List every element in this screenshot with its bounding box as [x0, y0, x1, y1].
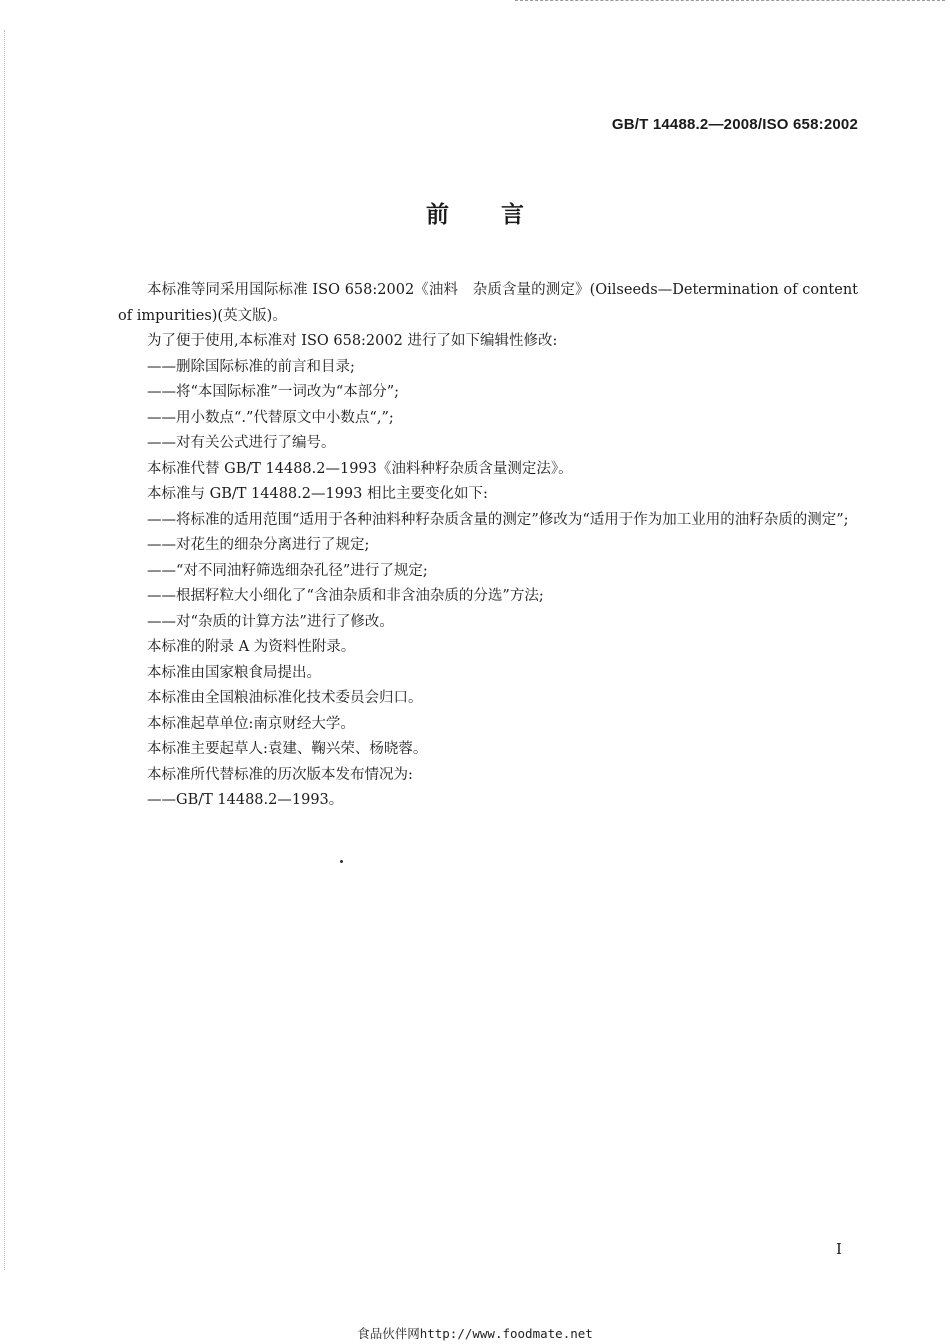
paragraph-replaces: 本标准代替 GB/T 14488.2—1993《油料种籽杂质含量测定法》。: [147, 460, 573, 477]
list-item: ——用小数点“.”代替原文中小数点“,”;: [147, 409, 394, 426]
list-item: ——根据籽粒大小细化了“含油杂质和非含油杂质的分选”方法;: [147, 588, 544, 604]
list-item: ——GB/T 14488.2—1993。: [147, 792, 344, 808]
paragraph-editorial-intro: 为了便于使用,本标准对 ISO 658:2002 进行了如下编辑性修改:: [147, 333, 558, 349]
paragraph-centralized-by: 本标准由全国粮油标准化技术委员会归口。: [147, 690, 423, 706]
list-item: ——将“本国际标准”一词改为“本部分”;: [147, 384, 400, 400]
scan-speck: [340, 860, 343, 863]
list-item: ——对“杂质的计算方法”进行了修改。: [147, 613, 394, 630]
page-number: I: [836, 1240, 842, 1258]
standard-code: GB/T 14488.2—2008/ISO 658:2002: [611, 116, 858, 133]
paragraph-adoption: 本标准等同采用国际标准 ISO 658:2002《油料 杂质含量的测定》(Oilseeds—Determination of content of impurities)(英文版)。: [118, 282, 858, 324]
list-item: ——对花生的细杂分离进行了规定;: [147, 537, 370, 553]
paragraph-drafting-unit: 本标准起草单位:南京财经大学。: [147, 715, 355, 732]
list-item: ——将标准的适用范围“适用于各种油料种籽杂质含量的测定”修改为“适用于作为加工业用的油籽杂质的测定”;: [147, 511, 849, 528]
list-item: ——删除国际标准的前言和目录;: [147, 358, 355, 375]
paragraph-changes-intro: 本标准与 GB/T 14488.2—1993 相比主要变化如下:: [147, 486, 488, 502]
paragraph-proposed-by: 本标准由国家粮食局提出。: [147, 664, 321, 681]
list-item: ——“对不同油籽筛选细杂孔径”进行了规定;: [147, 562, 428, 579]
footer-watermark: 食品伙伴网http://www.foodmate.net: [357, 1326, 593, 1341]
scan-edge-top: [515, 0, 945, 3]
paragraph-annex: 本标准的附录 A 为资料性附录。: [147, 639, 356, 655]
paragraph-history-intro: 本标准所代替标准的历次版本发布情况为:: [147, 766, 413, 783]
preface-body: [118, 278, 858, 814]
list-item: ——对有关公式进行了编号。: [147, 435, 336, 451]
page-title: 前言: [426, 202, 576, 228]
paragraph-drafters: 本标准主要起草人:袁建、鞠兴荣、杨晓蓉。: [147, 741, 428, 757]
